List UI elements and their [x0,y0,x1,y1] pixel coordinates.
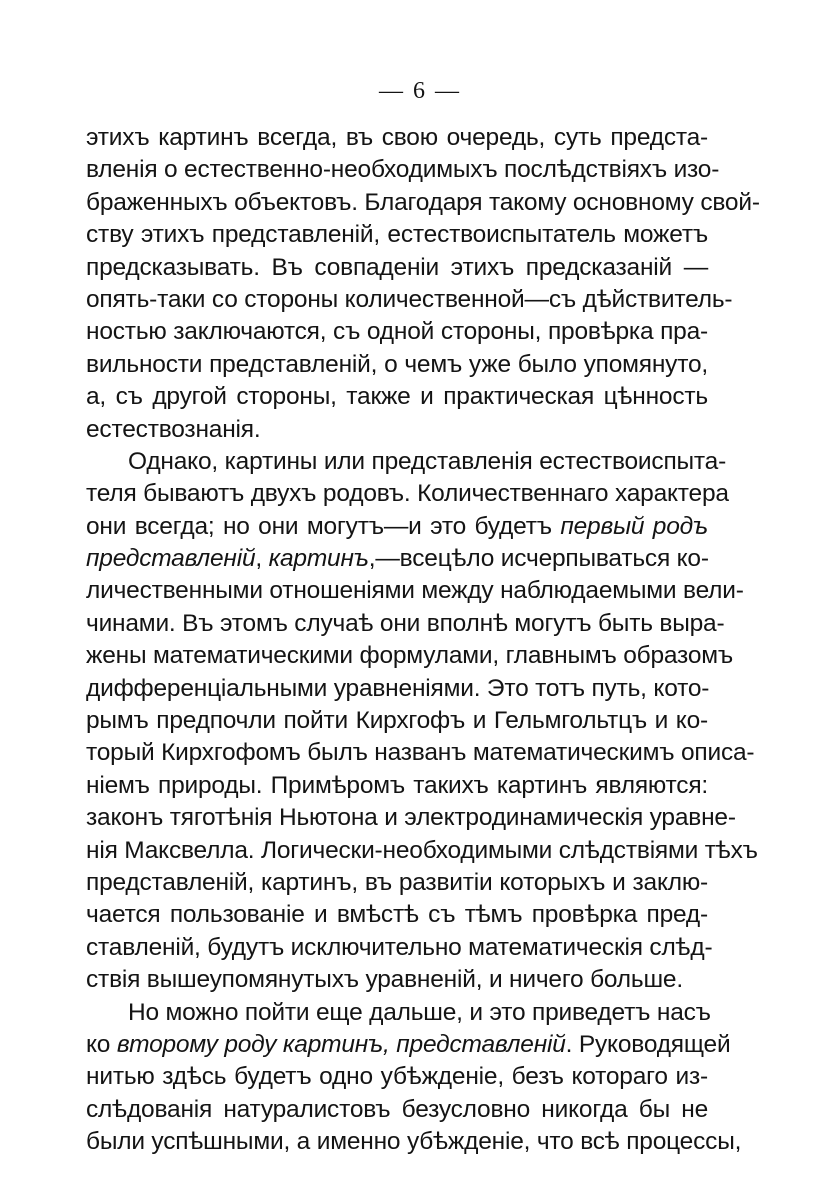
text-line: личественными отношеніями между наблюдаемыми вели- [86,577,744,605]
text-line: чинами. Въ этомъ случаѣ они вполнѣ могутъ быть выра- [86,609,725,637]
text-span: , [255,545,269,573]
text-line: ніемъ природы. Примѣромъ такихъ картинъ являются: [86,771,708,799]
text-line: опять-таки со стороны количественной—съ дѣйствитель- [86,285,733,313]
text-line [86,1029,731,1061]
text-line: нія Максвелла. Логически-необходимыми слѣдствіями тѣхъ [86,836,758,864]
text-line [86,511,708,543]
text-line: браженныхъ объектовъ. Благодаря такому основному свой- [86,188,760,216]
text-line: а, съ другой стороны, также и практическая цѣнность [86,383,708,411]
text-line: этихъ картинъ всегда, въ свою очередь, суть предста- [86,124,708,151]
text-line: Но можно пойти еще дальше, и это приведетъ насъ [128,998,711,1026]
text-line: предсказывать. Въ совпаденіи этихъ предсказаній — [86,253,708,281]
text-line: ству этихъ представленій, естествоиспытатель можетъ [86,221,708,249]
italic-term: картинъ [268,545,369,573]
text-line: вильности представленій, о чемъ уже было упомянуто, [86,350,708,378]
text-line: дифференціальными уравненіями. Это тотъ путь, кото- [86,674,710,702]
body-text [86,122,760,1159]
text-span: они всегда; но они могутъ—и это будетъ [86,512,561,540]
text-line: ствія вышеупомянутыхъ уравненій, и ничего больше. [86,966,683,994]
page-number: — 6 — [379,78,461,104]
text-line: чается пользованіе и вмѣстѣ съ тѣмъ провѣрка пред- [86,901,708,929]
text-span: . Руководящей [565,1030,731,1058]
text-line: рымъ предпочли пойти Кирхгофъ и Гельмгольтцъ и ко- [86,707,708,735]
italic-term: второму роду картинъ, представленій [116,1030,566,1058]
text-line: торый Кирхгофомъ былъ названъ математическимъ описа- [86,739,755,767]
text-line: нитью здѣсь будетъ одно убѣжденіе, безъ котораго из- [86,1063,708,1091]
text-span: ко [86,1030,117,1058]
text-line: Однако, картины или представленія естествоиспыта- [128,447,727,475]
text-line [86,543,708,575]
text-line: законъ тяготѣнія Ньютона и электродинамическія уравне- [86,804,736,832]
text-line: естествознанія. [86,415,261,443]
text-line: теля бываютъ двухъ родовъ. Количественнаго характера [86,480,729,508]
italic-term: представленій [86,545,256,573]
text-line: были успѣшными, а именно убѣжденіе, что всѣ процессы, [86,1128,742,1156]
text-line: слѣдованія натуралистовъ безусловно никогда бы не [86,1095,708,1123]
italic-term: первый родъ [560,512,708,540]
text-line: вленія о естественно-необходимыхъ послѣдствіяхъ изо- [86,156,720,184]
text-line: ставленій, будутъ исключительно математическія слѣд- [86,933,713,961]
text-line: представленій, картинъ, въ развитіи которыхъ и заклю- [86,868,708,896]
text-line: жены математическими формулами, главнымъ образомъ [86,642,733,670]
text-line: ностью заключаются, съ одной стороны, провѣрка пра- [86,318,708,346]
text-span: ,—всецѣло исчерпываться ко- [368,545,709,573]
